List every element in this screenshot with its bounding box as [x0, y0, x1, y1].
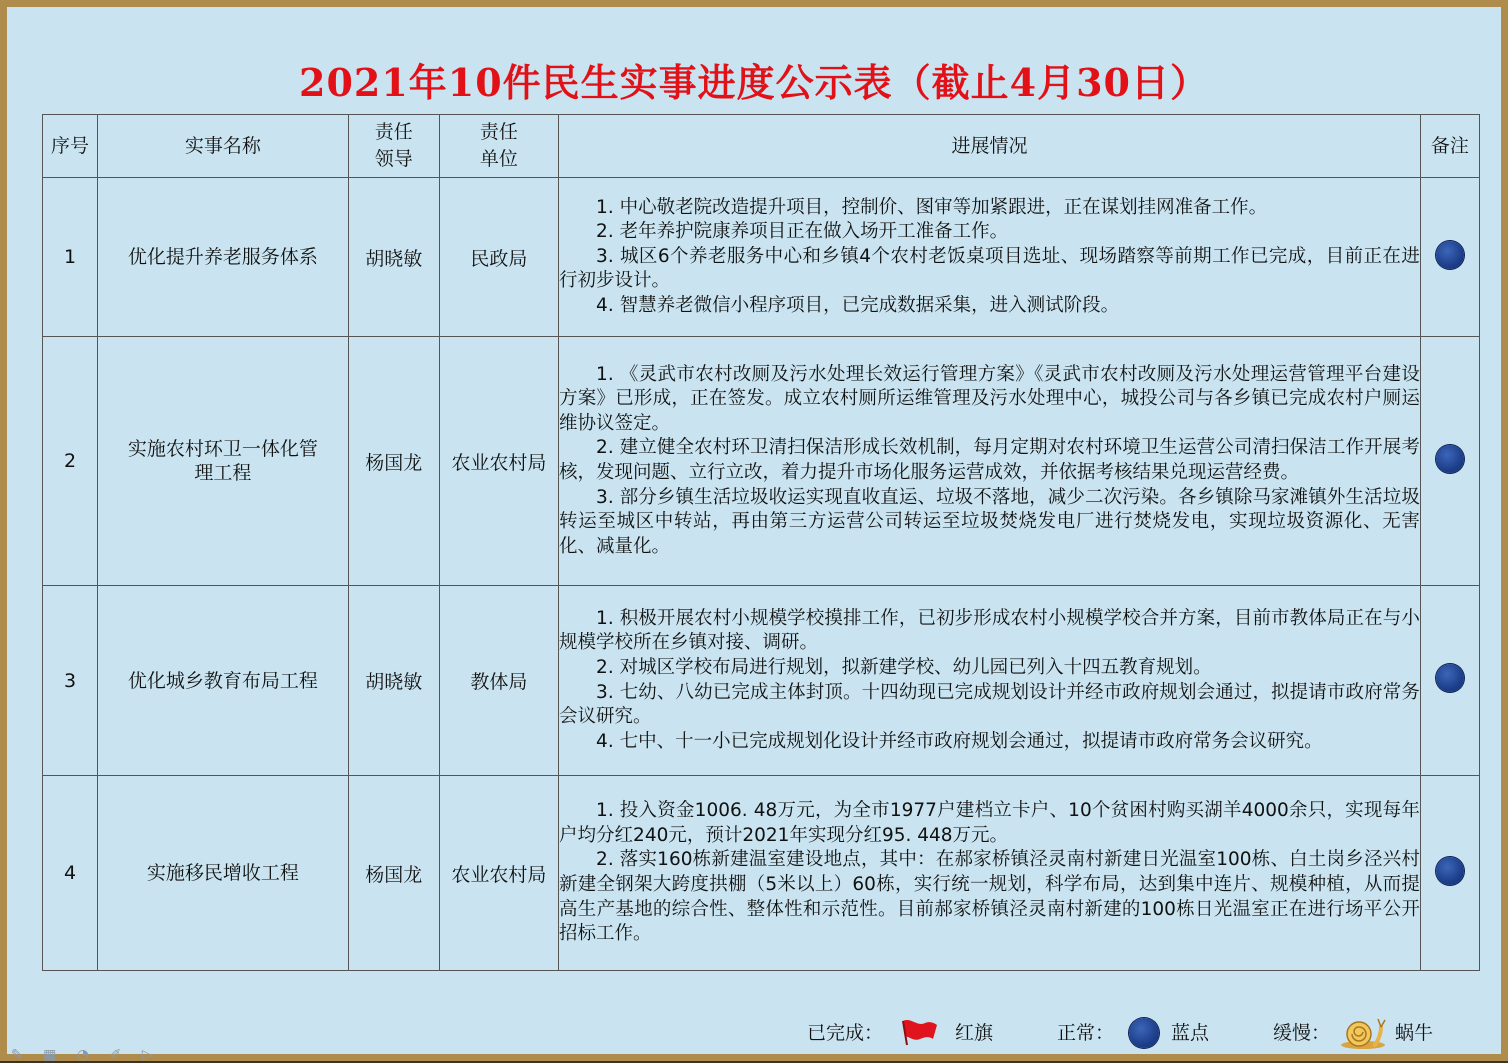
row-unit: 农业农村局 — [439, 337, 558, 586]
progress-item: 2. 老年养护院康养项目正在做入场开工准备工作。 — [596, 221, 1009, 243]
header-name: 实事名称 — [98, 115, 349, 178]
row-name — [98, 337, 349, 586]
blue-dot-icon — [1436, 445, 1464, 473]
progress-item: 4. 智慧养老微信小程序项目，已完成数据采集，进入测试阶段。 — [596, 294, 1120, 316]
row-no: 3 — [43, 586, 98, 776]
table-row — [43, 178, 1480, 337]
red-flag-icon — [899, 1017, 941, 1047]
page-title: 2021年10件民生实事进度公示表（截止4月30日） — [299, 60, 1209, 105]
table-row — [43, 337, 1480, 586]
row-name: 实施移民增收工程 — [98, 776, 349, 971]
progress-item: 1. 中心敬老院改造提升项目，控制价、图审等加紧跟进，正在谋划挂网准备工作。 — [596, 196, 1268, 218]
row-progress — [559, 586, 1421, 776]
blue-dot-icon — [1436, 857, 1464, 885]
header-unit-line1: 责任 — [479, 121, 518, 143]
legend-done-name: 红旗 — [955, 1022, 994, 1044]
row-note — [1420, 776, 1479, 971]
blue-dot-icon — [1436, 664, 1464, 692]
progress-item: 3. 城区6个养老服务中心和乡镇4个农村老饭桌项目选址、现场踏察等前期工作已完成，目前正在进行初步设计。 — [559, 245, 1420, 292]
progress-item: 3. 部分乡镇生活垃圾收运实现直收直运、垃圾不落地，减少二次污染。各乡镇除马家滩镇外生活垃圾转运至城区中转站，再由第三方运营公司转运至垃圾焚烧发电厂进行焚烧发电，实现垃圾资源化、无害化、减量化。 — [559, 486, 1420, 557]
row-note — [1420, 337, 1479, 586]
progress-item: 2. 对城区学校布局进行规划，拟新建学校、幼儿园已列入十四五教育规划。 — [596, 656, 1212, 678]
row-name: 优化提升养老服务体系 — [98, 178, 349, 337]
progress-item: 1. 投入资金1006. 48万元，为全市1977户建档立卡户、10个贫困村购买湖羊4000余只，实现每年户均分红240元，预计2021年实现分红95. 448万元。 — [559, 800, 1420, 846]
legend-normal-name: 蓝点 — [1171, 1022, 1210, 1044]
row-leader: 杨国龙 — [348, 776, 439, 971]
legend-slow-name: 蜗牛 — [1395, 1022, 1434, 1044]
progress-item: 1. 积极开展农村小规模学校摸排工作，已初步形成农村小规模学校合并方案，目前市教体局正在与小规模学校所在乡镇对接、调研。 — [559, 607, 1420, 654]
progress-item: 2. 落实160栋新建温室建设地点，其中：在郝家桥镇泾灵南村新建日光温室100栋、白土岗乡泾兴村新建全钢架大跨度拱棚（5米以上）60栋，实行统一规划，科学布局，达到集中连片、规模种植，从而提高生产基地的综合性、整体性和示范性。目前郝家桥镇泾灵南村新建的100栋日光温室正在进行场平公开招标工作。 — [559, 849, 1420, 945]
row-name-text: 实施农村环卫一体化管理工程 — [127, 438, 318, 484]
progress-item: 1. 《灵武市农村改厕及污水处理长效运行管理方案》《灵武市农村改厕及污水处理运营管理平台建设方案》已形成，正在签发。成立农村厕所运维管理及污水处理中心，城投公司与各乡镇已完成农村户厕运维协议签定。 — [559, 363, 1420, 434]
header-leader — [348, 115, 439, 178]
row-note — [1420, 586, 1479, 776]
header-progress: 进展情况 — [559, 115, 1421, 178]
legend-slow-label: 缓慢： — [1273, 1022, 1331, 1044]
table-row — [43, 586, 1480, 776]
row-unit: 农业农村局 — [439, 776, 558, 971]
row-unit: 教体局 — [439, 586, 558, 776]
header-unit-line2: 单位 — [479, 148, 518, 170]
viewer-toolbar-icons[interactable]: ✎ ▦ ◔ ✐ ▷ — [11, 1047, 161, 1063]
legend-normal-label: 正常： — [1057, 1022, 1115, 1044]
blue-dot-icon — [1436, 241, 1464, 269]
row-leader: 胡晓敏 — [348, 178, 439, 337]
header-no: 序号 — [43, 115, 98, 178]
progress-item: 2. 建立健全农村环卫清扫保洁形成长效机制，每月定期对农村环境卫生运营公司清扫保洁工作开展考核，发现问题、立行立改，着力提升市场化服务运营成效，并依据考核结果兑现运营经费。 — [559, 437, 1420, 483]
progress-table — [42, 114, 1480, 971]
row-leader: 胡晓敏 — [348, 586, 439, 776]
row-name: 优化城乡教育布局工程 — [98, 586, 349, 776]
header-leader-line2: 领导 — [374, 148, 413, 170]
snail-icon — [1337, 1015, 1389, 1051]
header-leader-line1: 责任 — [374, 121, 413, 143]
table-header-row — [43, 115, 1480, 178]
row-leader: 杨国龙 — [348, 337, 439, 586]
row-note — [1420, 178, 1479, 337]
table-row — [43, 776, 1480, 971]
row-progress — [559, 776, 1421, 971]
row-no: 2 — [43, 337, 98, 586]
row-progress — [559, 178, 1421, 337]
legend-done-label: 已完成： — [807, 1022, 884, 1044]
header-unit — [439, 115, 558, 178]
blue-dot-icon — [1129, 1018, 1159, 1048]
header-note: 备注 — [1420, 115, 1479, 178]
row-no: 4 — [43, 776, 98, 971]
row-unit: 民政局 — [439, 178, 558, 337]
row-no: 1 — [43, 178, 98, 337]
progress-item: 3. 七幼、八幼已完成主体封顶。十四幼现已完成规划设计并经市政府规划会通过，拟提请市政府常务会议研究。 — [559, 681, 1420, 728]
row-progress — [559, 337, 1421, 586]
progress-item: 4. 七中、十一小已完成规划化设计并经市政府规划会通过，拟提请市政府常务会议研究。 — [596, 730, 1323, 752]
